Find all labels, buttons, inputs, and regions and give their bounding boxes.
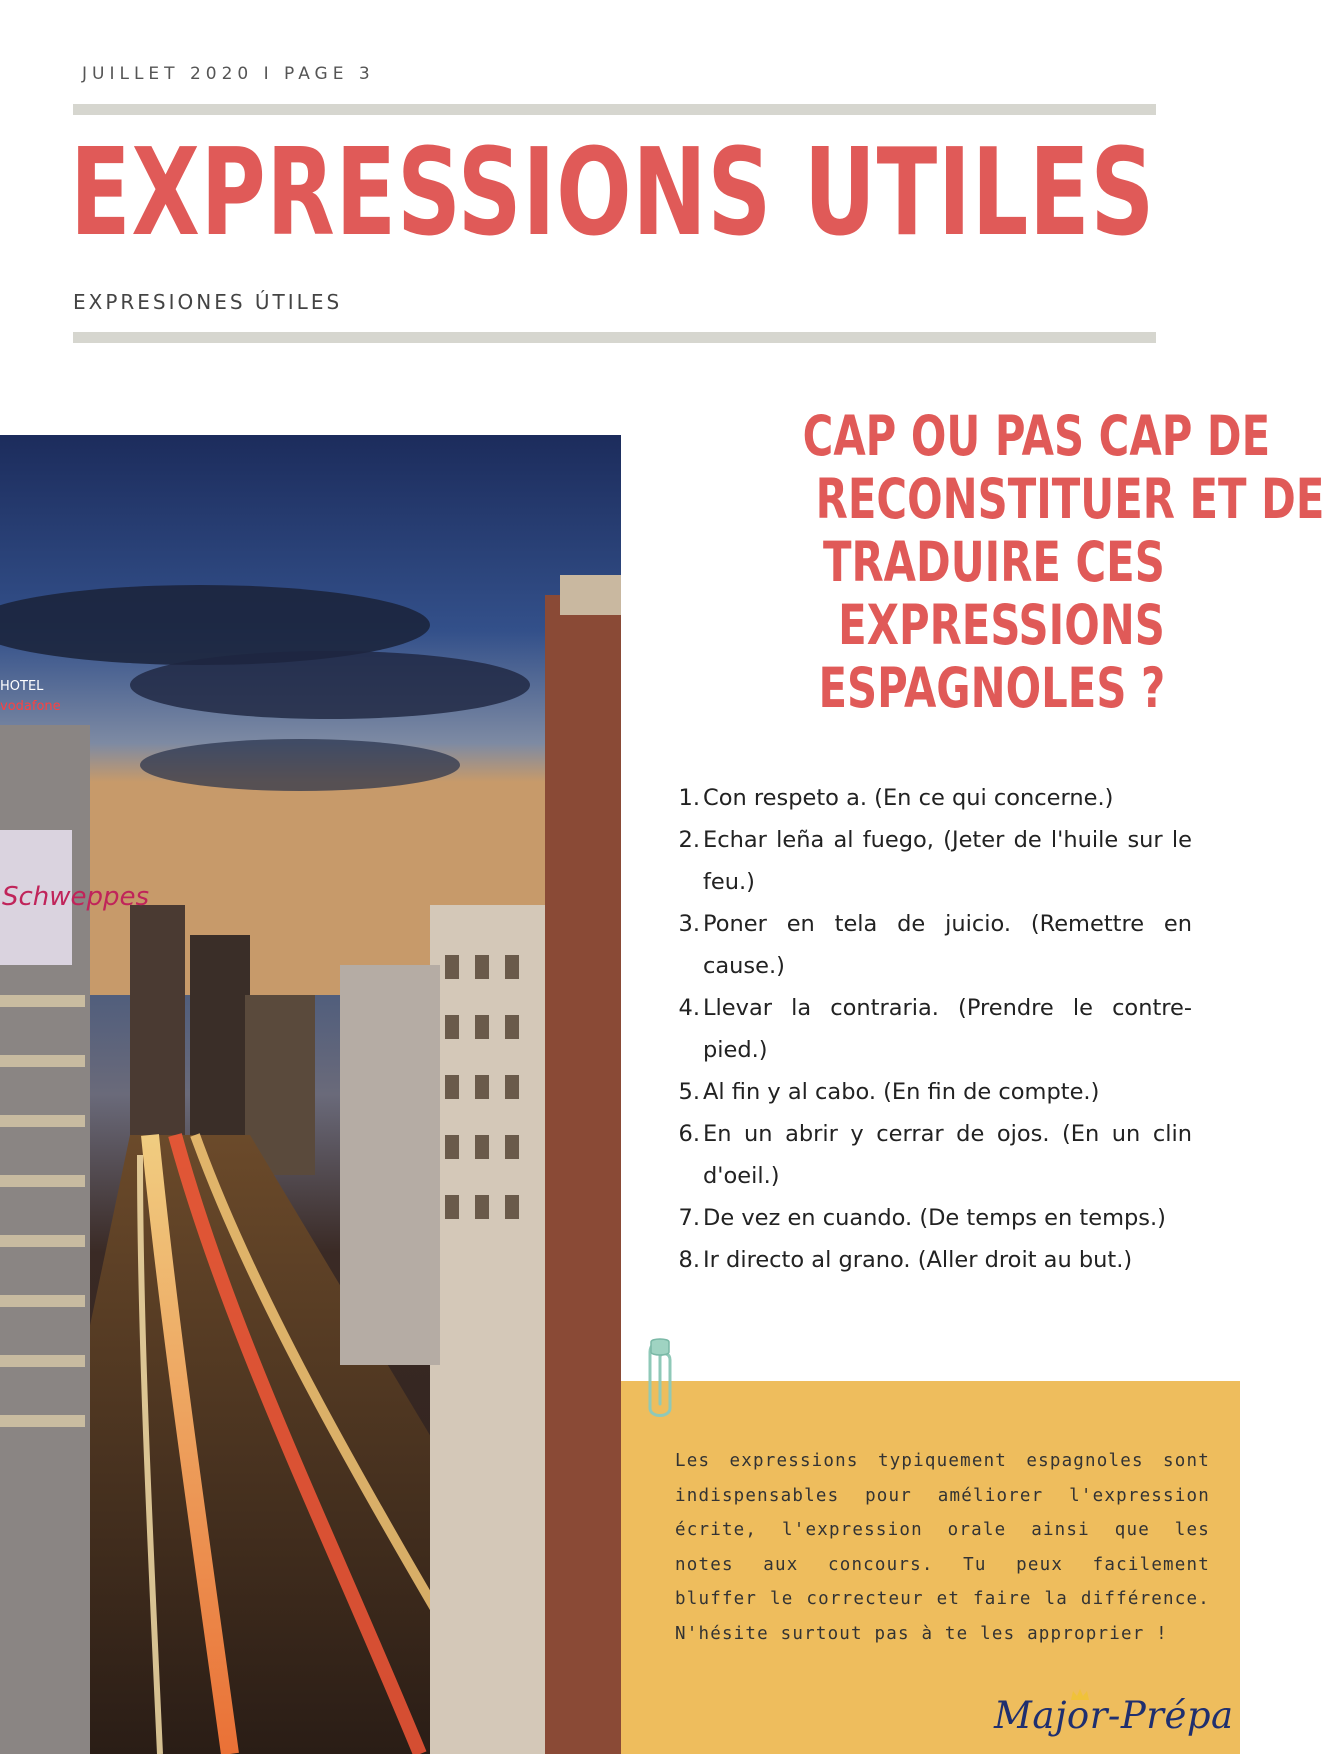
safety-pin-icon (645, 1338, 675, 1426)
item-text: Ir directo al grano. (Aller droit au but.) (703, 1247, 1133, 1273)
schweppes-sign: Schweppes (2, 882, 150, 912)
item-text: De vez en cuando. (De temps en temps.) (703, 1205, 1166, 1231)
list-item (672, 1071, 1192, 1113)
list-item (672, 1197, 1192, 1239)
list-item (672, 1113, 1192, 1197)
item-text: Con respeto a. (En ce qui concerne.) (703, 785, 1114, 811)
item-number: 6. (678, 1121, 700, 1147)
list-item (672, 777, 1192, 819)
list-item (672, 1239, 1192, 1281)
headline-line: TRADUIRE CES (823, 530, 1165, 594)
item-text: En un abrir y cerrar de ojos. (En un clin d'oeil.) (703, 1121, 1192, 1189)
section-headline (655, 404, 1324, 720)
vodafone-sign: vodafone (0, 699, 61, 714)
city-street-illustration (0, 435, 621, 1754)
item-text: Poner en tela de juicio. (Remettre en cause.) (703, 911, 1192, 979)
major-prepa-logo (994, 1688, 1240, 1752)
dateline: JUILLET 2020 I PAGE 3 (82, 64, 375, 84)
item-number: 7. (678, 1205, 700, 1231)
item-text: Al fin y al cabo. (En fin de compte.) (703, 1079, 1100, 1105)
item-number: 2. (678, 827, 700, 853)
note-text: Les expressions typiquement espagnoles sont indispensables pour améliorer l'expression écrite, l'expression orale ainsi que les notes aux concours. Tu peux facilement bluffer le correcteur et faire la différence. N'hésite surtout pas à te les approprier ! (675, 1451, 1210, 1644)
expressions-list (672, 777, 1192, 1281)
city-street-photo (0, 435, 621, 1754)
page-subtitle: EXPRESIONES ÚTILES (73, 290, 343, 314)
item-text: Echar leña al fuego, (Jeter de l'huile sur le feu.) (703, 827, 1192, 895)
list-item (672, 903, 1192, 987)
headline-line: ESPAGNOLES ? (818, 656, 1165, 720)
logo-text: Major-Prépa (994, 1694, 1234, 1737)
item-number: 4. (678, 995, 700, 1021)
bottom-divider (73, 332, 1156, 343)
headline-line: CAP OU PAS CAP DE (802, 404, 1271, 468)
item-number: 8. (678, 1247, 700, 1273)
list-item (672, 987, 1192, 1071)
list-item (672, 819, 1192, 903)
top-divider (73, 104, 1156, 115)
item-number: 1. (678, 785, 700, 811)
headline-line: RECONSTITUER ET DE (815, 467, 1324, 531)
headline-line: EXPRESSIONS (838, 593, 1165, 657)
page-title: EXPRESSIONS UTILES (70, 124, 1156, 263)
item-text: Llevar la contraria. (Prendre le contre-pied.) (703, 995, 1192, 1063)
item-number: 5. (678, 1079, 700, 1105)
hotel-sign: HOTEL (0, 679, 44, 694)
item-number: 3. (678, 911, 700, 937)
